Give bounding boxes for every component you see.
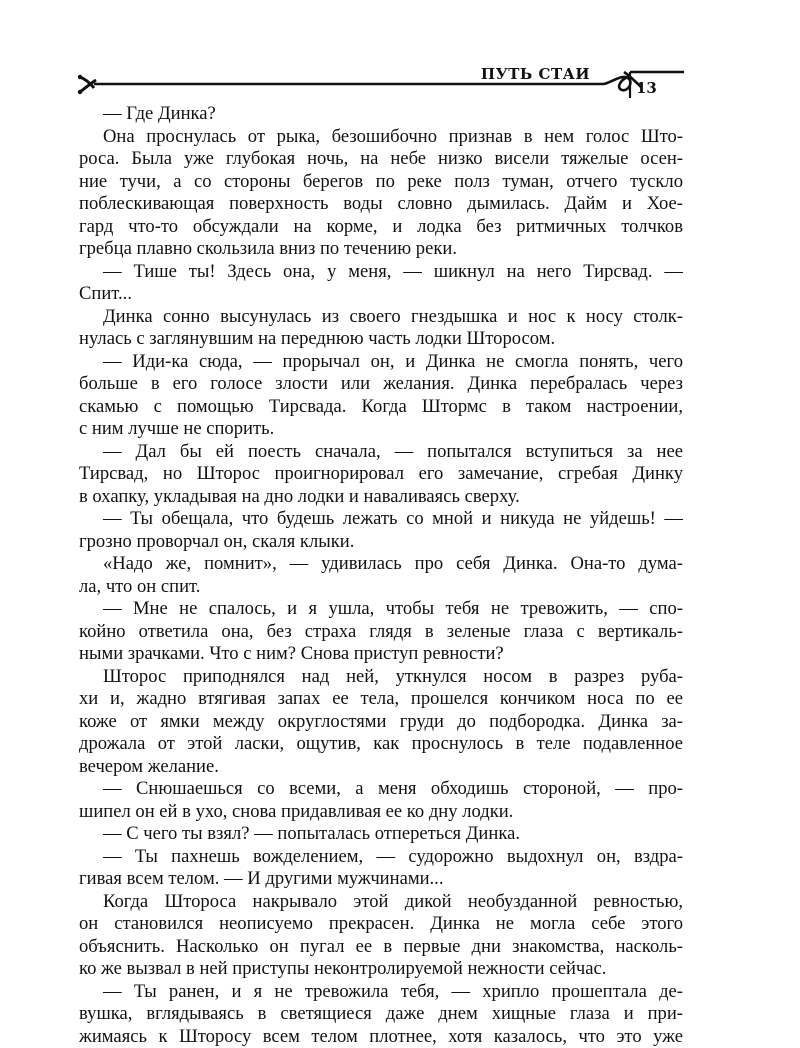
text-line: — Мне не спалось, и я ушла, чтобы тебя не тревожить, — спо-	[79, 598, 683, 621]
text-line: ла, что он спит.	[79, 576, 683, 599]
page-number: 13	[636, 79, 657, 97]
text-line: поблескивающая поверхность воды словно дымилась. Дайм и Хое-	[79, 193, 683, 216]
text-line: вечером желание.	[79, 756, 683, 779]
text-line: — Ты пахнешь вожделением, — судорожно выдохнул он, вздра-	[79, 846, 683, 869]
text-line: дрожала от этой ласки, ощутив, как проснулось в теле подавленное	[79, 733, 683, 756]
text-line: — С чего ты взял? — попыталась отпереться Динка.	[79, 823, 683, 846]
text-line: с ним лучше не спорить.	[79, 418, 683, 441]
text-line: ными зрачками. Что с ним? Снова приступ ревности?	[79, 643, 683, 666]
text-line: гард что-то обсуждали на корме, и лодка без ритмичных толчков	[79, 216, 683, 239]
running-title: ПУТЬ СТАИ	[470, 65, 590, 83]
text-line: ко же вызвал в ней приступы неконтролируемой нежности сейчас.	[79, 958, 683, 981]
text-line: роса. Была уже глубокая ночь, на небе низко висели тяжелые осен-	[79, 148, 683, 171]
text-line: больше в его голосе злости или желания. Динка перебралась через	[79, 373, 683, 396]
text-line: грозно проворчал он, скаля клыки.	[79, 531, 683, 554]
text-line: ние тучи, а со стороны берегов по реке полз туман, отчего тускло	[79, 171, 683, 194]
text-line: хи и, жадно втягивая запах ее тела, прошелся кончиком носа по ее	[79, 688, 683, 711]
text-line: нулась с заглянувшим на переднюю часть лодки Шторосом.	[79, 328, 683, 351]
page-header	[76, 60, 688, 105]
text-line: объяснить. Насколько он пугал ее в первые дни знакомства, насколь-	[79, 936, 683, 959]
text-line: «Надо же, помнит», — удивилась про себя Динка. Она-то дума-	[79, 553, 683, 576]
text-line: Она проснулась от рыка, безошибочно признав в нем голос Што-	[79, 126, 683, 149]
text-line: койно ответила она, без страха глядя в зеленые глаза с вертикаль-	[79, 621, 683, 644]
text-line: гребца плавно скользила вниз по течению реки.	[79, 238, 683, 261]
text-line: — Ты обещала, что будешь лежать со мной и никуда не уйдешь! —	[79, 508, 683, 531]
text-line: он становился неописуемо прекрасен. Динка не могла себе этого	[79, 913, 683, 936]
text-line: — Снюшаешься со всеми, а меня обходишь стороной, — про-	[79, 778, 683, 801]
text-line: скамью с помощью Тирсвада. Когда Штормс в таком настроении,	[79, 396, 683, 419]
text-line: Спит...	[79, 283, 683, 306]
text-line: — Ты ранен, и я не тревожила тебя, — хрипло прошептала де-	[79, 981, 683, 1004]
text-line: коже от ямки между округлостями груди до подбородка. Динка за-	[79, 711, 683, 734]
text-line: шипел он ей в ухо, снова придавливая ее ко дну лодки.	[79, 801, 683, 824]
left-ornament-icon	[78, 75, 96, 94]
header-ornament-rule	[76, 60, 688, 105]
text-line: — Дал бы ей поесть сначала, — попытался вступиться за нее	[79, 441, 683, 464]
text-line: жимаясь к Шторосу всем телом плотнее, хотя казалось, что это уже	[79, 1026, 683, 1048]
text-line: вушка, вглядываясь в светящиеся даже днем хищные глаза и при-	[79, 1003, 683, 1026]
text-line: Шторос приподнялся над ней, уткнулся носом в разрез руба-	[79, 666, 683, 689]
text-line: Тирсвад, но Шторос проигнорировал его замечание, сгребая Динку	[79, 463, 683, 486]
text-line: Когда Штороса накрывало этой дикой необузданной ревностью,	[79, 891, 683, 914]
text-line: — Иди-ка сюда, — прорычал он, и Динка не смогла понять, чего	[79, 351, 683, 374]
text-line: в охапку, укладывая на дно лодки и наваливаясь сверху.	[79, 486, 683, 509]
text-line: Динка сонно высунулась из своего гнездышка и нос к носу столк-	[79, 306, 683, 329]
text-line: — Тише ты! Здесь она, у меня, — шикнул на него Тирсвад. —	[79, 261, 683, 284]
body-text	[79, 103, 683, 1048]
text-line: — Где Динка?	[79, 103, 683, 126]
text-line: гивая всем телом. — И другими мужчинами...	[79, 868, 683, 891]
